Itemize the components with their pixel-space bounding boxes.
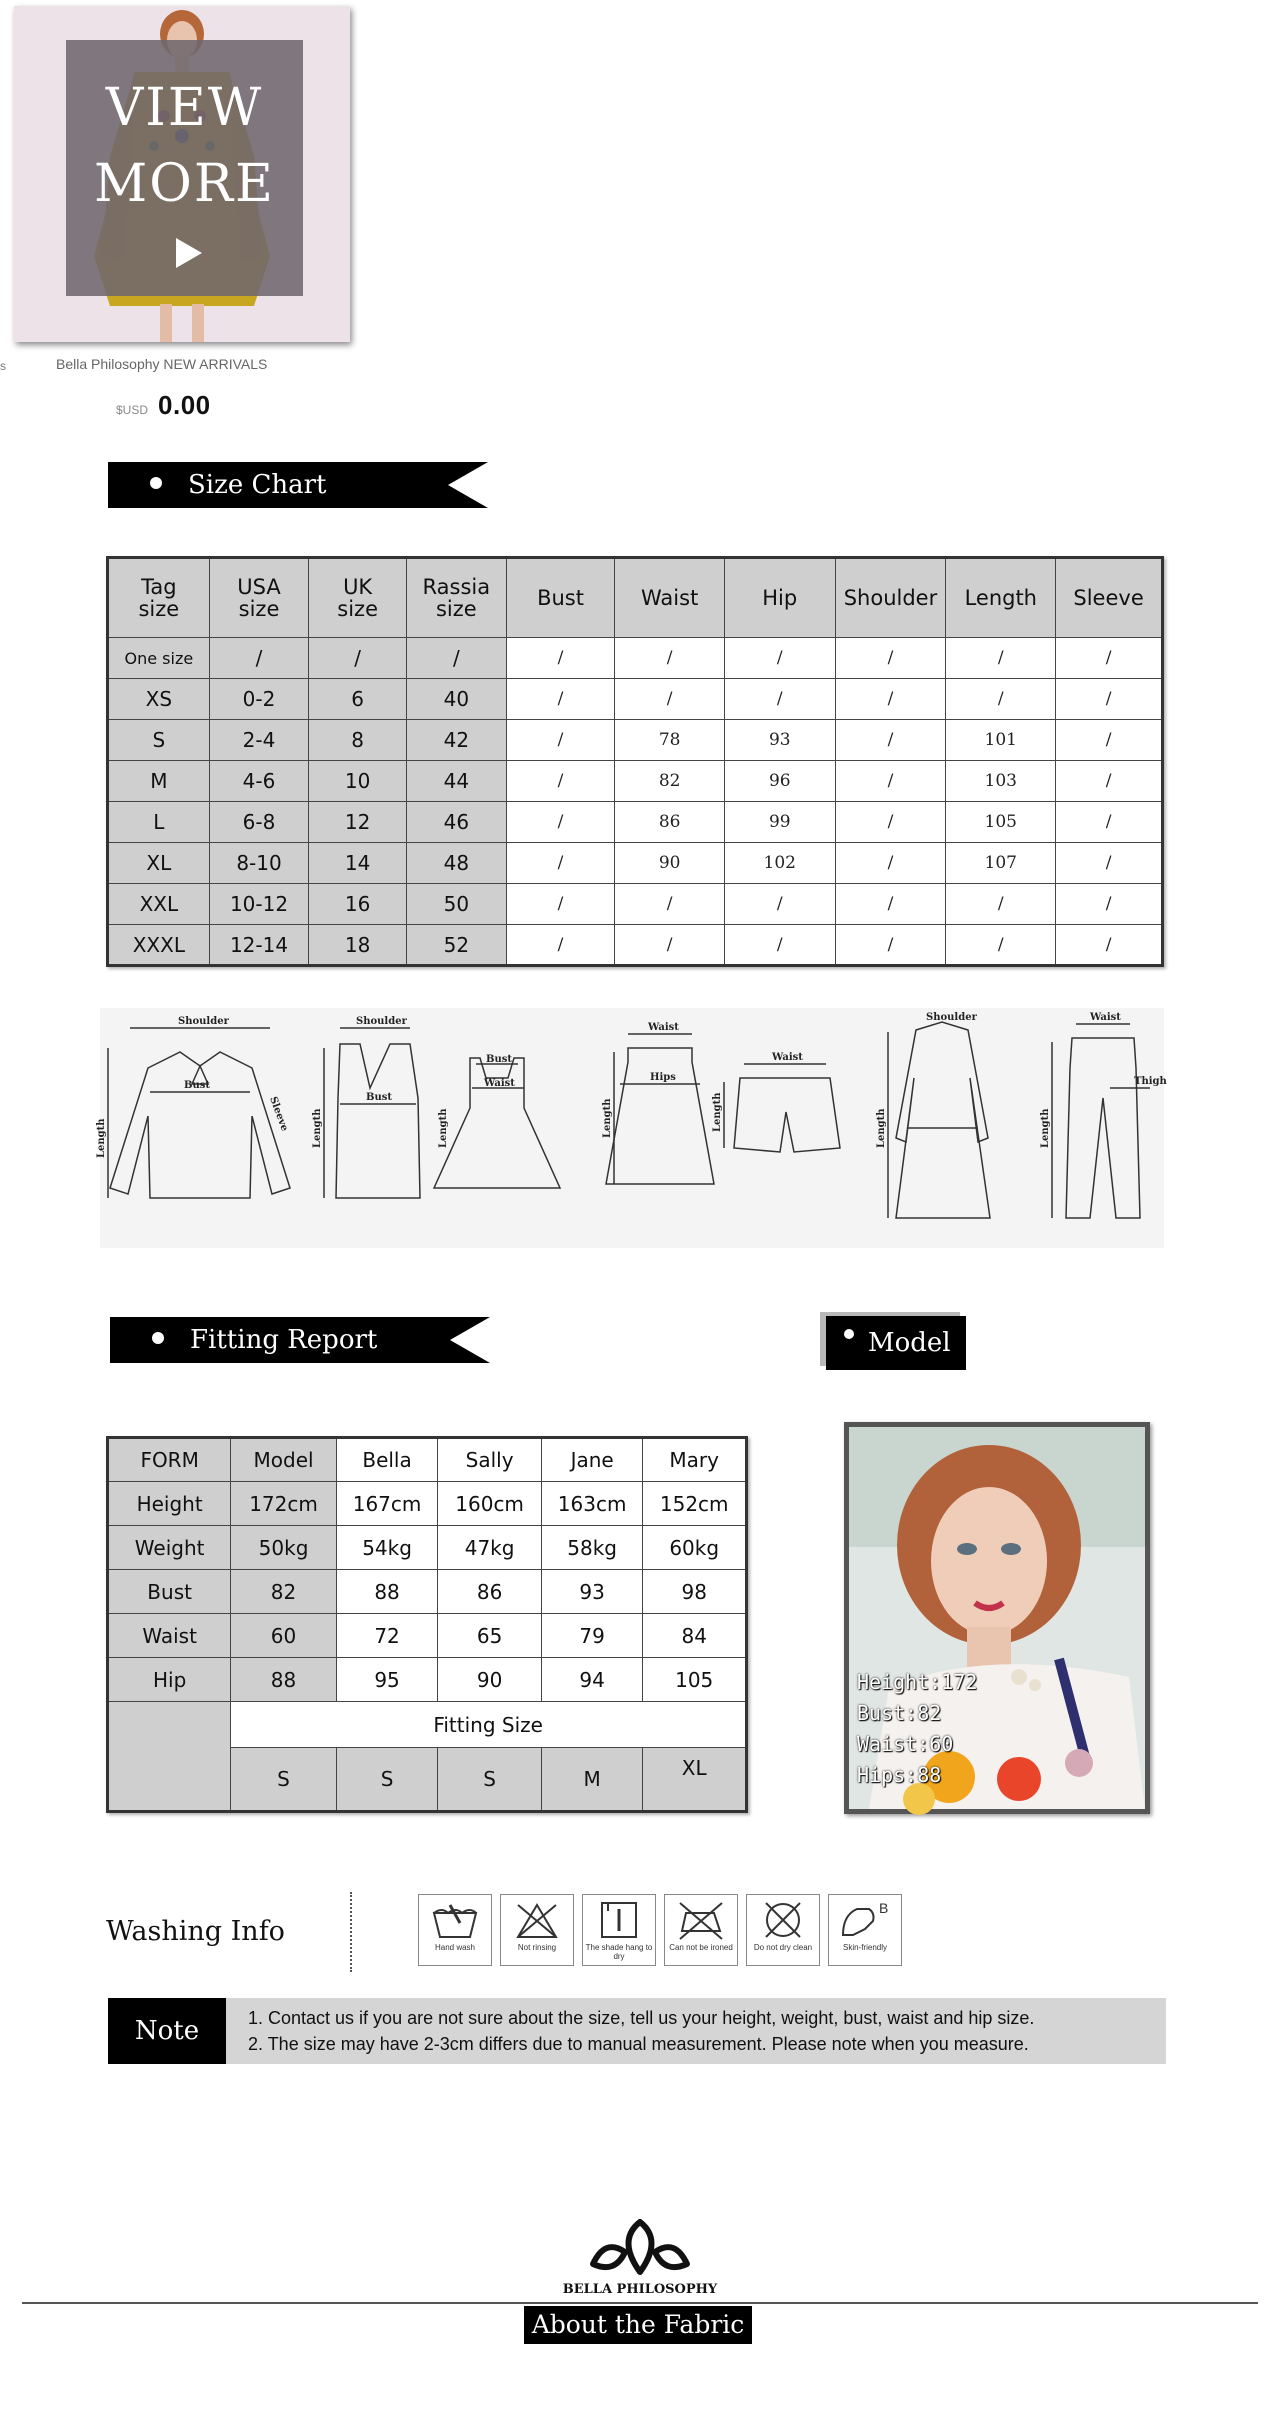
size-cell-hip: 102: [725, 843, 836, 884]
size-chart-row: [108, 925, 1163, 966]
fitting-cell: 58kg: [541, 1526, 643, 1570]
bullet-icon: [152, 1332, 164, 1344]
footer-divider: [22, 2302, 1258, 2304]
model-stat-height: Height:172: [857, 1670, 978, 1694]
size-cell-uk: 8: [309, 720, 407, 761]
fitting-row-label: Height: [108, 1482, 231, 1526]
size-cell-tag: L: [108, 802, 210, 843]
washing-divider: [350, 1892, 352, 1972]
header-sally: Sally: [438, 1438, 542, 1482]
washing-info-title: Washing Info: [106, 1916, 285, 1947]
header-russia-size: Rassia size: [406, 558, 506, 638]
shade-hang-dry-caption: The shade hang to dry: [585, 1943, 653, 1961]
size-cell-bust: /: [506, 761, 615, 802]
fitting-cell: 50kg: [231, 1526, 337, 1570]
size-cell-shoulder: /: [835, 884, 946, 925]
label-length-7: Length: [1040, 1108, 1051, 1148]
model-stats: [857, 1667, 977, 1791]
size-cell-russia: 52: [406, 925, 506, 966]
label-shoulder-6: Shoulder: [926, 1012, 977, 1023]
price-value: 0.00: [158, 390, 211, 420]
model-stat-waist: Waist:60: [857, 1732, 954, 1756]
size-cell-tag: S: [108, 720, 210, 761]
label-hips-4: Hips: [650, 1072, 676, 1083]
fitting-row-label: Weight: [108, 1526, 231, 1570]
size-cell-shoulder: /: [835, 843, 946, 884]
size-cell-length: 107: [946, 843, 1056, 884]
fitting-report-table: [106, 1436, 748, 1813]
fitting-cell: 160cm: [438, 1482, 542, 1526]
size-cell-sleeve: /: [1056, 720, 1163, 761]
size-cell-waist: /: [615, 925, 725, 966]
label-length-3: Length: [438, 1108, 449, 1148]
fitting-size-label: Fitting Size: [231, 1702, 747, 1748]
skin-friendly-icon: [828, 1894, 902, 1966]
fitting-header-row: [108, 1438, 747, 1482]
fitting-cell: 47kg: [438, 1526, 542, 1570]
size-cell-length: /: [946, 925, 1056, 966]
model-title: Model: [868, 1328, 951, 1358]
size-cell-uk: 14: [309, 843, 407, 884]
size-cell-uk: 12: [309, 802, 407, 843]
header-sleeve: Sleeve: [1056, 558, 1163, 638]
size-cell-tag: XXL: [108, 884, 210, 925]
fitting-size-label-row: [108, 1702, 747, 1748]
size-cell-shoulder: /: [835, 761, 946, 802]
label-length-2: Length: [312, 1108, 323, 1148]
label-waist-4: Waist: [648, 1022, 679, 1033]
stray-text: s: [0, 359, 6, 373]
fitting-row: [108, 1526, 747, 1570]
label-length-6: Length: [876, 1108, 887, 1148]
size-cell-bust: /: [506, 843, 615, 884]
label-waist-7: Waist: [1090, 1012, 1121, 1023]
size-cell-russia: /: [406, 638, 506, 679]
fitting-size-value: M: [541, 1748, 643, 1812]
size-cell-waist: 78: [615, 720, 725, 761]
size-cell-usa: 0-2: [209, 679, 309, 720]
label-waist-3: Waist: [484, 1078, 515, 1089]
size-cell-shoulder: /: [835, 679, 946, 720]
model-stat-hips: Hips:88: [857, 1763, 942, 1787]
fitting-report-title: Fitting Report: [190, 1325, 378, 1355]
bullet-icon: [844, 1329, 854, 1339]
skin-friendly-letter: B: [879, 1900, 889, 1916]
fitting-row-label: Waist: [108, 1614, 231, 1658]
skin-friendly-caption: Skin-friendly: [842, 1943, 887, 1952]
size-cell-waist: /: [615, 679, 725, 720]
fitting-cell: 60kg: [643, 1526, 747, 1570]
size-chart-row: [108, 761, 1163, 802]
size-cell-uk: 18: [309, 925, 407, 966]
fitting-cell: 105: [643, 1658, 747, 1702]
size-cell-length: /: [946, 679, 1056, 720]
fitting-cell: 60: [231, 1614, 337, 1658]
header-mary: Mary: [643, 1438, 747, 1482]
size-cell-tag: M: [108, 761, 210, 802]
note-line-1: 1. Contact us if you are not sure about the size, tell us your height, weight, bust, waist and hip size.: [248, 2008, 1035, 2028]
size-cell-waist: 90: [615, 843, 725, 884]
fitting-cell: 152cm: [643, 1482, 747, 1526]
label-shoulder-1: Shoulder: [178, 1016, 229, 1027]
size-cell-tag: One size: [108, 638, 210, 679]
not-rinsing-icon: [500, 1894, 574, 1966]
label-thigh: Thigh: [1134, 1076, 1167, 1087]
size-cell-hip: /: [725, 884, 836, 925]
fitting-cell: 172cm: [231, 1482, 337, 1526]
product-name[interactable]: Bella Philosophy NEW ARRIVALS: [56, 356, 268, 372]
model-photo: [849, 1427, 1145, 1809]
fitting-cell: 90: [438, 1658, 542, 1702]
size-chart-table: [106, 556, 1164, 967]
view-more-text-line1: VIEW: [105, 78, 264, 138]
bella-philosophy-logo-icon: [585, 2214, 695, 2280]
fitting-cell: 88: [231, 1658, 337, 1702]
price-row: [116, 390, 211, 421]
size-cell-tag: XL: [108, 843, 210, 884]
size-cell-waist: 82: [615, 761, 725, 802]
size-cell-waist: /: [615, 638, 725, 679]
size-cell-sleeve: /: [1056, 761, 1163, 802]
fitting-cell: 167cm: [336, 1482, 438, 1526]
label-sleeve: Sleeve: [267, 1095, 290, 1133]
price-currency: $USD: [116, 403, 149, 417]
model-stat-bust: Bust:82: [857, 1701, 942, 1725]
size-cell-usa: 12-14: [209, 925, 309, 966]
size-cell-hip: 99: [725, 802, 836, 843]
size-cell-shoulder: /: [835, 925, 946, 966]
header-length: Length: [946, 558, 1056, 638]
fitting-row-label: Bust: [108, 1570, 231, 1614]
size-cell-russia: 46: [406, 802, 506, 843]
header-uk-size: UK size: [309, 558, 407, 638]
model-banner: [826, 1316, 966, 1370]
size-cell-bust: /: [506, 679, 615, 720]
fitting-size-value: S: [336, 1748, 438, 1812]
size-cell-sleeve: /: [1056, 925, 1163, 966]
size-cell-uk: 16: [309, 884, 407, 925]
size-chart-row: [108, 884, 1163, 925]
size-cell-russia: 44: [406, 761, 506, 802]
fitting-cell: 84: [643, 1614, 747, 1658]
size-cell-bust: /: [506, 925, 615, 966]
do-not-iron-caption: Can not be ironed: [669, 1943, 733, 1952]
fitting-row: [108, 1614, 747, 1658]
view-more-overlay[interactable]: [66, 40, 303, 296]
fitting-size-blank-cell: [108, 1702, 231, 1812]
fitting-size-value: XL: [643, 1748, 747, 1812]
size-cell-hip: /: [725, 679, 836, 720]
label-waist-5: Waist: [772, 1052, 803, 1063]
size-chart-header-row: [108, 558, 1163, 638]
fitting-cell: 95: [336, 1658, 438, 1702]
shade-hang-dry-icon: [582, 1894, 656, 1966]
size-chart-title: Size Chart: [188, 470, 327, 500]
note-box: [108, 1998, 1166, 2064]
size-cell-sleeve: /: [1056, 802, 1163, 843]
size-cell-hip: /: [725, 925, 836, 966]
fitting-cell: 65: [438, 1614, 542, 1658]
fitting-cell: 94: [541, 1658, 643, 1702]
measurement-diagrams: [96, 1008, 1167, 1248]
do-not-dry-clean-icon: [746, 1894, 820, 1966]
size-cell-sleeve: /: [1056, 679, 1163, 720]
size-chart-banner: [108, 462, 488, 508]
do-not-iron-icon: [664, 1894, 738, 1966]
hand-wash-icon: [418, 1894, 492, 1966]
size-cell-russia: 48: [406, 843, 506, 884]
fitting-cell: 98: [643, 1570, 747, 1614]
fitting-cell: 86: [438, 1570, 542, 1614]
fitting-report-banner: [110, 1317, 490, 1363]
view-more-text-line2: MORE: [94, 154, 275, 214]
fitting-cell: 72: [336, 1614, 438, 1658]
play-icon[interactable]: [176, 238, 202, 268]
size-cell-russia: 40: [406, 679, 506, 720]
fitting-cell: 93: [541, 1570, 643, 1614]
note-line-2: 2. The size may have 2-3cm differs due to manual measurement. Please note when you measure.: [248, 2034, 1029, 2054]
size-cell-shoulder: /: [835, 638, 946, 679]
size-cell-sleeve: /: [1056, 843, 1163, 884]
size-chart-row: [108, 843, 1163, 884]
size-cell-bust: /: [506, 638, 615, 679]
note-label: Note: [108, 1998, 226, 2064]
size-cell-bust: /: [506, 720, 615, 761]
fitting-row-label: Hip: [108, 1658, 231, 1702]
size-chart-row: [108, 720, 1163, 761]
fitting-size-value: S: [231, 1748, 337, 1812]
size-cell-usa: 2-4: [209, 720, 309, 761]
size-cell-length: 105: [946, 802, 1056, 843]
fitting-row: [108, 1658, 747, 1702]
size-cell-shoulder: /: [835, 802, 946, 843]
size-cell-uk: 10: [309, 761, 407, 802]
label-length-4: Length: [602, 1098, 613, 1138]
fitting-cell: 88: [336, 1570, 438, 1614]
size-cell-length: 103: [946, 761, 1056, 802]
size-cell-hip: /: [725, 638, 836, 679]
header-hip: Hip: [725, 558, 836, 638]
size-chart-row: [108, 679, 1163, 720]
fitting-cell: 79: [541, 1614, 643, 1658]
about-fabric-banner[interactable]: About the Fabric: [524, 2306, 752, 2344]
do-not-dry-clean-caption: Do not dry clean: [753, 1943, 813, 1952]
fitting-cell: 163cm: [541, 1482, 643, 1526]
fitting-row: [108, 1482, 747, 1526]
fitting-cell: 54kg: [336, 1526, 438, 1570]
size-cell-usa: 10-12: [209, 884, 309, 925]
label-length-1: Length: [96, 1118, 107, 1158]
label-bust-2: Bust: [366, 1092, 392, 1103]
size-cell-sleeve: /: [1056, 638, 1163, 679]
size-chart-row: [108, 802, 1163, 843]
header-form: FORM: [108, 1438, 231, 1482]
label-bust-1: Bust: [184, 1080, 210, 1091]
header-waist: Waist: [615, 558, 725, 638]
fitting-row: [108, 1570, 747, 1614]
header-bella: Bella: [336, 1438, 438, 1482]
not-rinsing-caption: Not rinsing: [517, 1943, 557, 1952]
size-cell-hip: 93: [725, 720, 836, 761]
size-cell-waist: 86: [615, 802, 725, 843]
size-cell-sleeve: /: [1056, 884, 1163, 925]
header-bust: Bust: [506, 558, 615, 638]
header-shoulder: Shoulder: [835, 558, 946, 638]
label-bust-3: Bust: [486, 1054, 512, 1065]
label-shoulder-2: Shoulder: [356, 1016, 407, 1027]
header-jane: Jane: [541, 1438, 643, 1482]
size-cell-hip: 96: [725, 761, 836, 802]
size-cell-tag: XXXL: [108, 925, 210, 966]
size-cell-usa: 8-10: [209, 843, 309, 884]
label-length-5: Length: [712, 1092, 723, 1132]
fitting-cell: 82: [231, 1570, 337, 1614]
size-cell-bust: /: [506, 884, 615, 925]
model-photo-frame: [844, 1422, 1150, 1814]
size-cell-russia: 42: [406, 720, 506, 761]
size-cell-tag: XS: [108, 679, 210, 720]
size-cell-uk: /: [309, 638, 407, 679]
hand-wash-caption: Hand wash: [434, 1943, 476, 1952]
brand-name: BELLA PHILOSOPHY: [562, 2282, 718, 2297]
size-cell-waist: /: [615, 884, 725, 925]
size-cell-shoulder: /: [835, 720, 946, 761]
header-tag-size: Tag size: [108, 558, 210, 638]
size-cell-usa: 6-8: [209, 802, 309, 843]
size-cell-length: /: [946, 638, 1056, 679]
bullet-icon: [150, 477, 162, 489]
size-cell-uk: 6: [309, 679, 407, 720]
size-cell-bust: /: [506, 802, 615, 843]
size-cell-usa: 4-6: [209, 761, 309, 802]
header-model: Model: [231, 1438, 337, 1482]
size-cell-usa: /: [209, 638, 309, 679]
size-cell-russia: 50: [406, 884, 506, 925]
product-thumbnail[interactable]: [14, 6, 350, 342]
fitting-size-value: S: [438, 1748, 542, 1812]
size-cell-length: /: [946, 884, 1056, 925]
size-chart-row: [108, 638, 1163, 679]
header-usa-size: USA size: [209, 558, 309, 638]
size-cell-length: 101: [946, 720, 1056, 761]
